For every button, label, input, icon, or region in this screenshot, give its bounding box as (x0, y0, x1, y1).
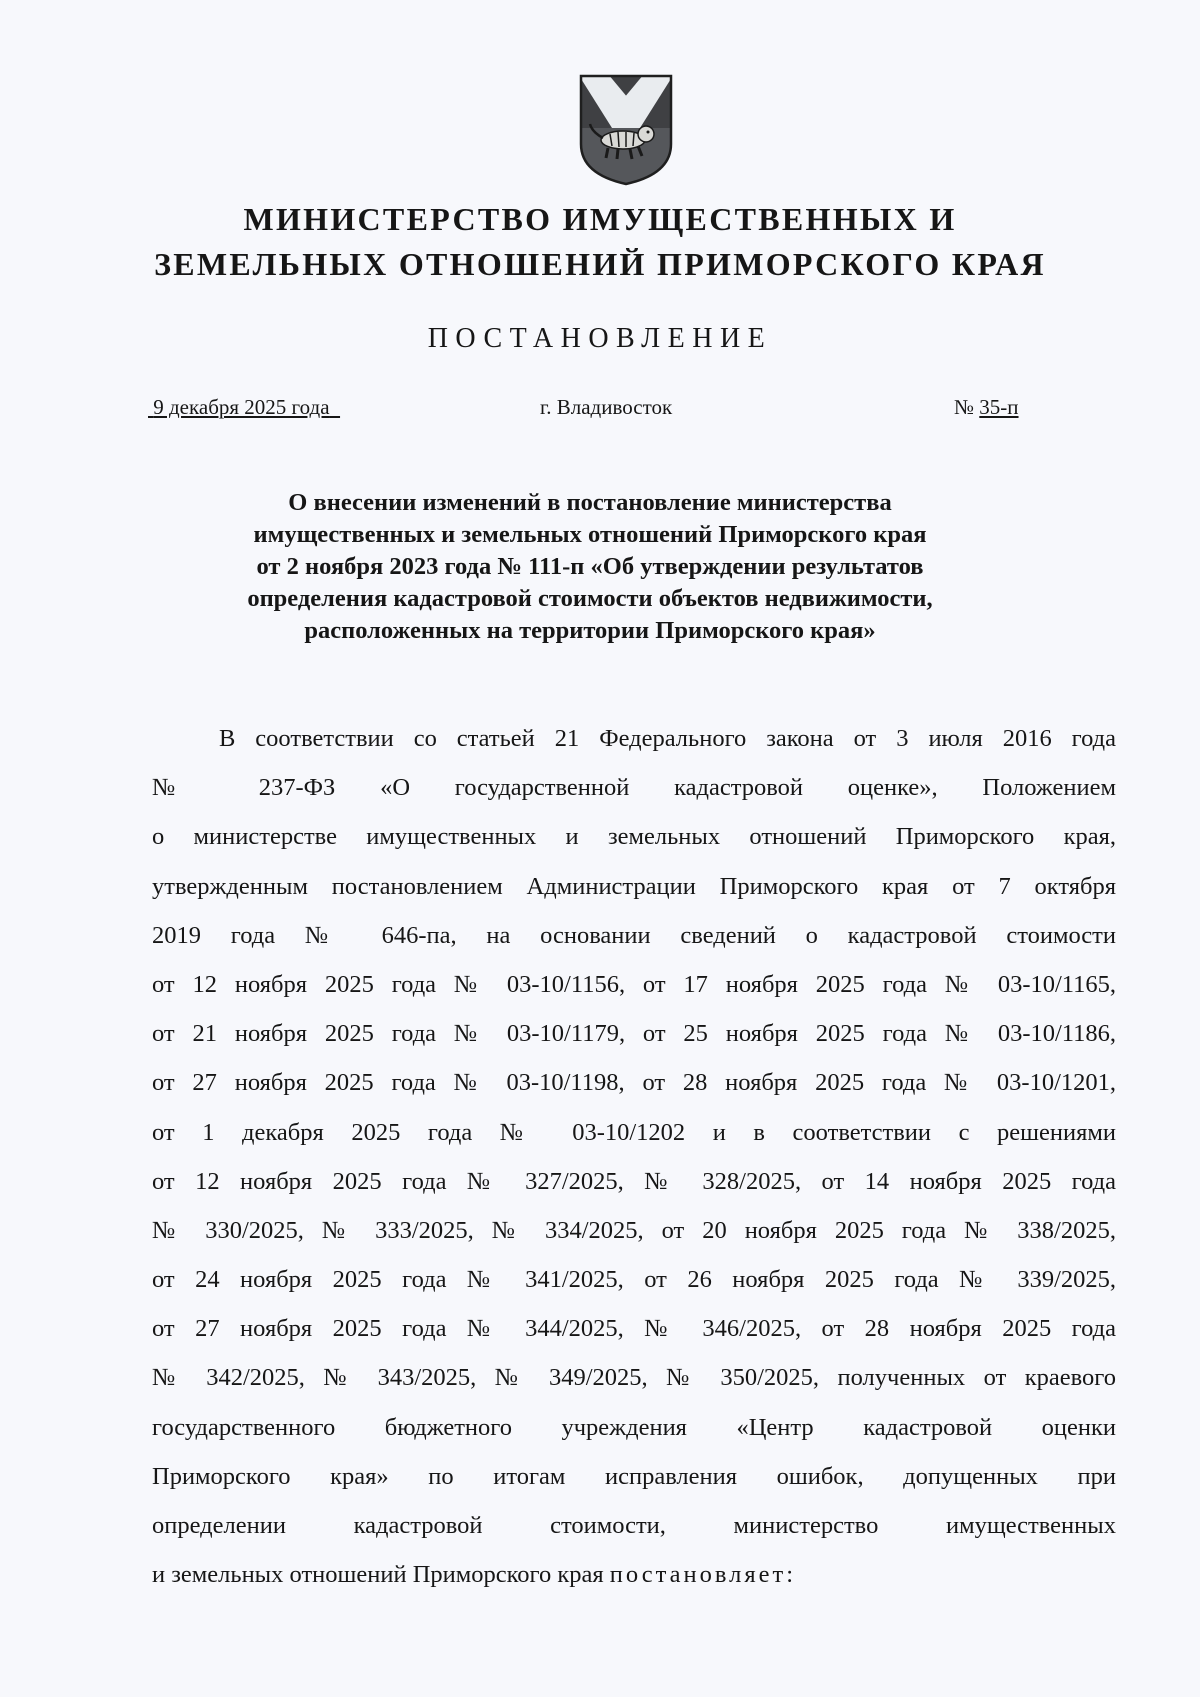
body-line: от 12 ноября 2025 года № 327/2025, № 328/2025, от 14 ноября 2025 года (152, 1167, 1116, 1195)
body-line: № 237-ФЗ «О государственной кадастровой оценке», Положением (152, 774, 1116, 802)
ministry-title (0, 197, 1200, 287)
heading-line: определения кадастровой стоимости объектов недвижимости, (247, 585, 933, 612)
body-line: Приморского края» по итогам исправления ошибок, допущенных при (152, 1462, 1116, 1490)
document-city: г. Владивосток (540, 395, 673, 419)
document-number-prefix: № (954, 395, 975, 419)
document-number-value: 35-п (979, 395, 1019, 419)
body-line: от 21 ноября 2025 года № 03-10/1179, от 25 ноября 2025 года № 03-10/1186, (152, 1020, 1116, 1048)
document-type: ПОСТАНОВЛЕНИЕ (427, 323, 773, 354)
body-line: от 27 ноября 2025 года № 03-10/1198, от 28 ноября 2025 года № 03-10/1201, (152, 1069, 1116, 1097)
body-last-line-text: и земельных отношений Приморского края (152, 1561, 604, 1589)
ministry-title-line-1: МИНИСТЕРСТВО ИМУЩЕСТВЕННЫХ И (243, 201, 957, 237)
body-line: от 12 ноября 2025 года № 03-10/1156, от 17 ноября 2025 года № 03-10/1165, (152, 970, 1116, 998)
ministry-title-line-2: ЗЕМЕЛЬНЫХ ОТНОШЕНИЙ ПРИМОРСКОГО КРАЯ (154, 246, 1046, 282)
body-last-line (152, 1550, 1116, 1599)
resolves-word: постановляет: (609, 1561, 797, 1589)
document-number (954, 395, 1019, 420)
body-line: утвержденным постановлением Администрации Приморского края от 7 октября (152, 872, 1116, 900)
heading-line: от 2 ноября 2023 года № 111-п «Об утверждении результатов (256, 553, 924, 580)
body-line: определении кадастровой стоимости, министерство имущественных (152, 1512, 1116, 1539)
body-line: от 27 ноября 2025 года № 344/2025, № 346/2025, от 28 ноября 2025 года (152, 1315, 1116, 1343)
body-paragraph (152, 714, 1116, 1599)
document-date (148, 395, 340, 420)
body-line: о министерстве имущественных и земельных отношений Приморского края, (152, 823, 1116, 851)
body-line: № 342/2025, № 343/2025, № 349/2025, № 350/2025, полученных от краевого (152, 1364, 1116, 1392)
body-line: 2019 года № 646-па, на основании сведений о кадастровой стоимости (152, 921, 1116, 949)
heading-line: расположенных на территории Приморского края» (304, 617, 876, 644)
body-line: № 330/2025, № 333/2025, № 334/2025, от 20 ноября 2025 года № 338/2025, (152, 1216, 1116, 1244)
document-date-value: 9 декабря 2025 года (153, 395, 330, 419)
heading-line: О внесении изменений в постановление министерства (288, 489, 892, 516)
coat-of-arms-emblem (578, 74, 674, 186)
body-line: от 1 декабря 2025 года № 03-10/1202 и в соответствии с решениями (152, 1118, 1116, 1146)
heading-line: имущественных и земельных отношений Приморского края (253, 521, 927, 548)
body-line: от 24 ноября 2025 года № 341/2025, от 26 ноября 2025 года № 339/2025, (152, 1266, 1116, 1294)
document-heading (190, 487, 990, 647)
body-line: государственного бюджетного учреждения «Центр кадастровой оценки (152, 1413, 1116, 1441)
body-line: В соответствии со статьей 21 Федерального закона от 3 июля 2016 года (219, 725, 1116, 752)
